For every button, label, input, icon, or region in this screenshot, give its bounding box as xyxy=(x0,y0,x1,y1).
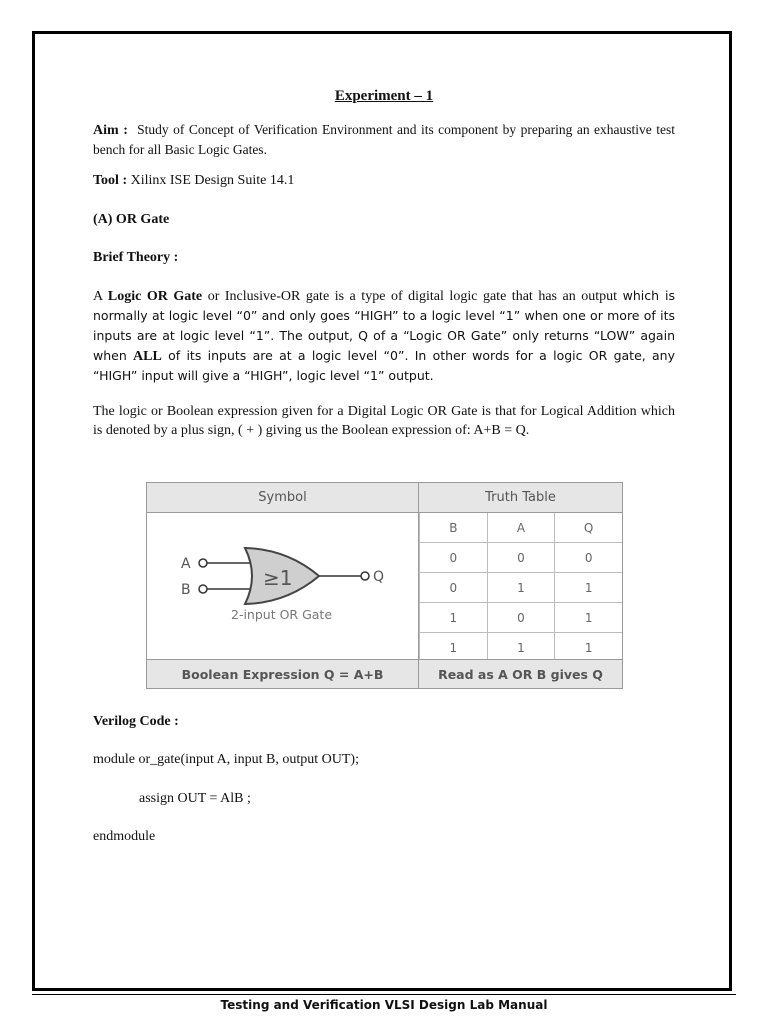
theory-bold-all: ALL xyxy=(133,349,162,364)
page-title: Experiment – 1 xyxy=(334,88,434,104)
column-header: A xyxy=(487,513,555,543)
gate-caption: 2-input OR Gate xyxy=(231,607,333,622)
output-terminal xyxy=(361,572,369,580)
theory-text: or Inclusive-OR gate is a type of digital logic gate that has an output xyxy=(202,289,623,304)
brief-theory-heading: Brief Theory : xyxy=(93,250,179,265)
table-cell: 1 xyxy=(420,603,488,633)
table-row xyxy=(420,543,623,573)
input-a-terminal xyxy=(199,559,207,567)
verilog-line-endmodule: endmodule xyxy=(93,829,156,844)
table-row xyxy=(420,633,623,663)
aim-paragraph xyxy=(93,120,675,160)
verilog-line-assign: assign OUT = AlB ; xyxy=(139,791,251,806)
theory-text: of its inputs are at a logic level “0”. In other words for a logic OR gate, any “HIGH” input will give a “HIGH”, logic level “1” output. xyxy=(93,348,675,383)
table-cell: 1 xyxy=(420,633,488,663)
verilog-line-module: module or_gate(input A, input B, output OUT); xyxy=(93,752,359,767)
aim-text: Study of Concept of Verification Environment and its component by preparing an exhaustive test bench for all Basic Logic Gates. xyxy=(93,122,676,157)
column-header: Q xyxy=(555,513,622,543)
boolean-expression-footer: Boolean Expression Q = A+B xyxy=(147,659,418,688)
table-cell: 0 xyxy=(420,573,488,603)
table-cell: 1 xyxy=(487,573,555,603)
table-cell: 0 xyxy=(420,543,488,573)
section-heading: (A) OR Gate xyxy=(93,212,170,227)
table-cell: 1 xyxy=(555,573,622,603)
table-cell: 1 xyxy=(487,633,555,663)
theory-paragraph-1 xyxy=(93,286,675,386)
table-cell: 0 xyxy=(555,543,622,573)
theory-text: A xyxy=(93,289,108,304)
truth-table-header-row xyxy=(420,513,623,543)
input-a-label: A xyxy=(181,556,191,572)
table-cell: 0 xyxy=(487,603,555,633)
output-q-label: Q xyxy=(373,569,385,585)
gate-symbol-label: ≥1 xyxy=(263,566,293,590)
page-border-underline xyxy=(32,994,736,995)
tool-paragraph xyxy=(93,171,675,190)
read-as-footer: Read as A OR B gives Q xyxy=(419,659,622,688)
theory-paragraph-2: The logic or Boolean expression given for a Digital Logic OR Gate is that for Logical Addition which is denoted by a plus sign, ( + ) giving us the Boolean expression of: A+B = Q. xyxy=(93,404,675,438)
page-footer: Testing and Verification VLSI Design Lab Manual xyxy=(220,998,548,1012)
tool-label: Tool : xyxy=(93,173,128,188)
input-b-label: B xyxy=(181,582,191,598)
or-gate-figure xyxy=(146,482,623,689)
verilog-heading: Verilog Code : xyxy=(93,714,179,729)
aim-label: Aim : xyxy=(93,123,128,138)
symbol-header: Symbol xyxy=(147,483,418,513)
truth-table-header: Truth Table xyxy=(419,483,622,513)
input-b-terminal xyxy=(199,585,207,593)
tool-text: Xilinx ISE Design Suite 14.1 xyxy=(130,173,295,188)
truth-table xyxy=(419,513,622,662)
theory-bold-term: Logic OR Gate xyxy=(107,289,203,304)
table-cell: 0 xyxy=(487,543,555,573)
table-cell: 1 xyxy=(555,633,622,663)
table-row xyxy=(420,603,623,633)
or-gate-symbol xyxy=(147,513,418,659)
theory-text: which is normally at logic level “0” and only goes “HIGH” to a logic level “1” when one or more of its inputs are at logic level “1”. The output, Q of a “Logic OR Gate” only returns “LOW” again when xyxy=(93,288,675,363)
column-header: B xyxy=(420,513,488,543)
table-row xyxy=(420,573,623,603)
table-cell: 1 xyxy=(555,603,622,633)
